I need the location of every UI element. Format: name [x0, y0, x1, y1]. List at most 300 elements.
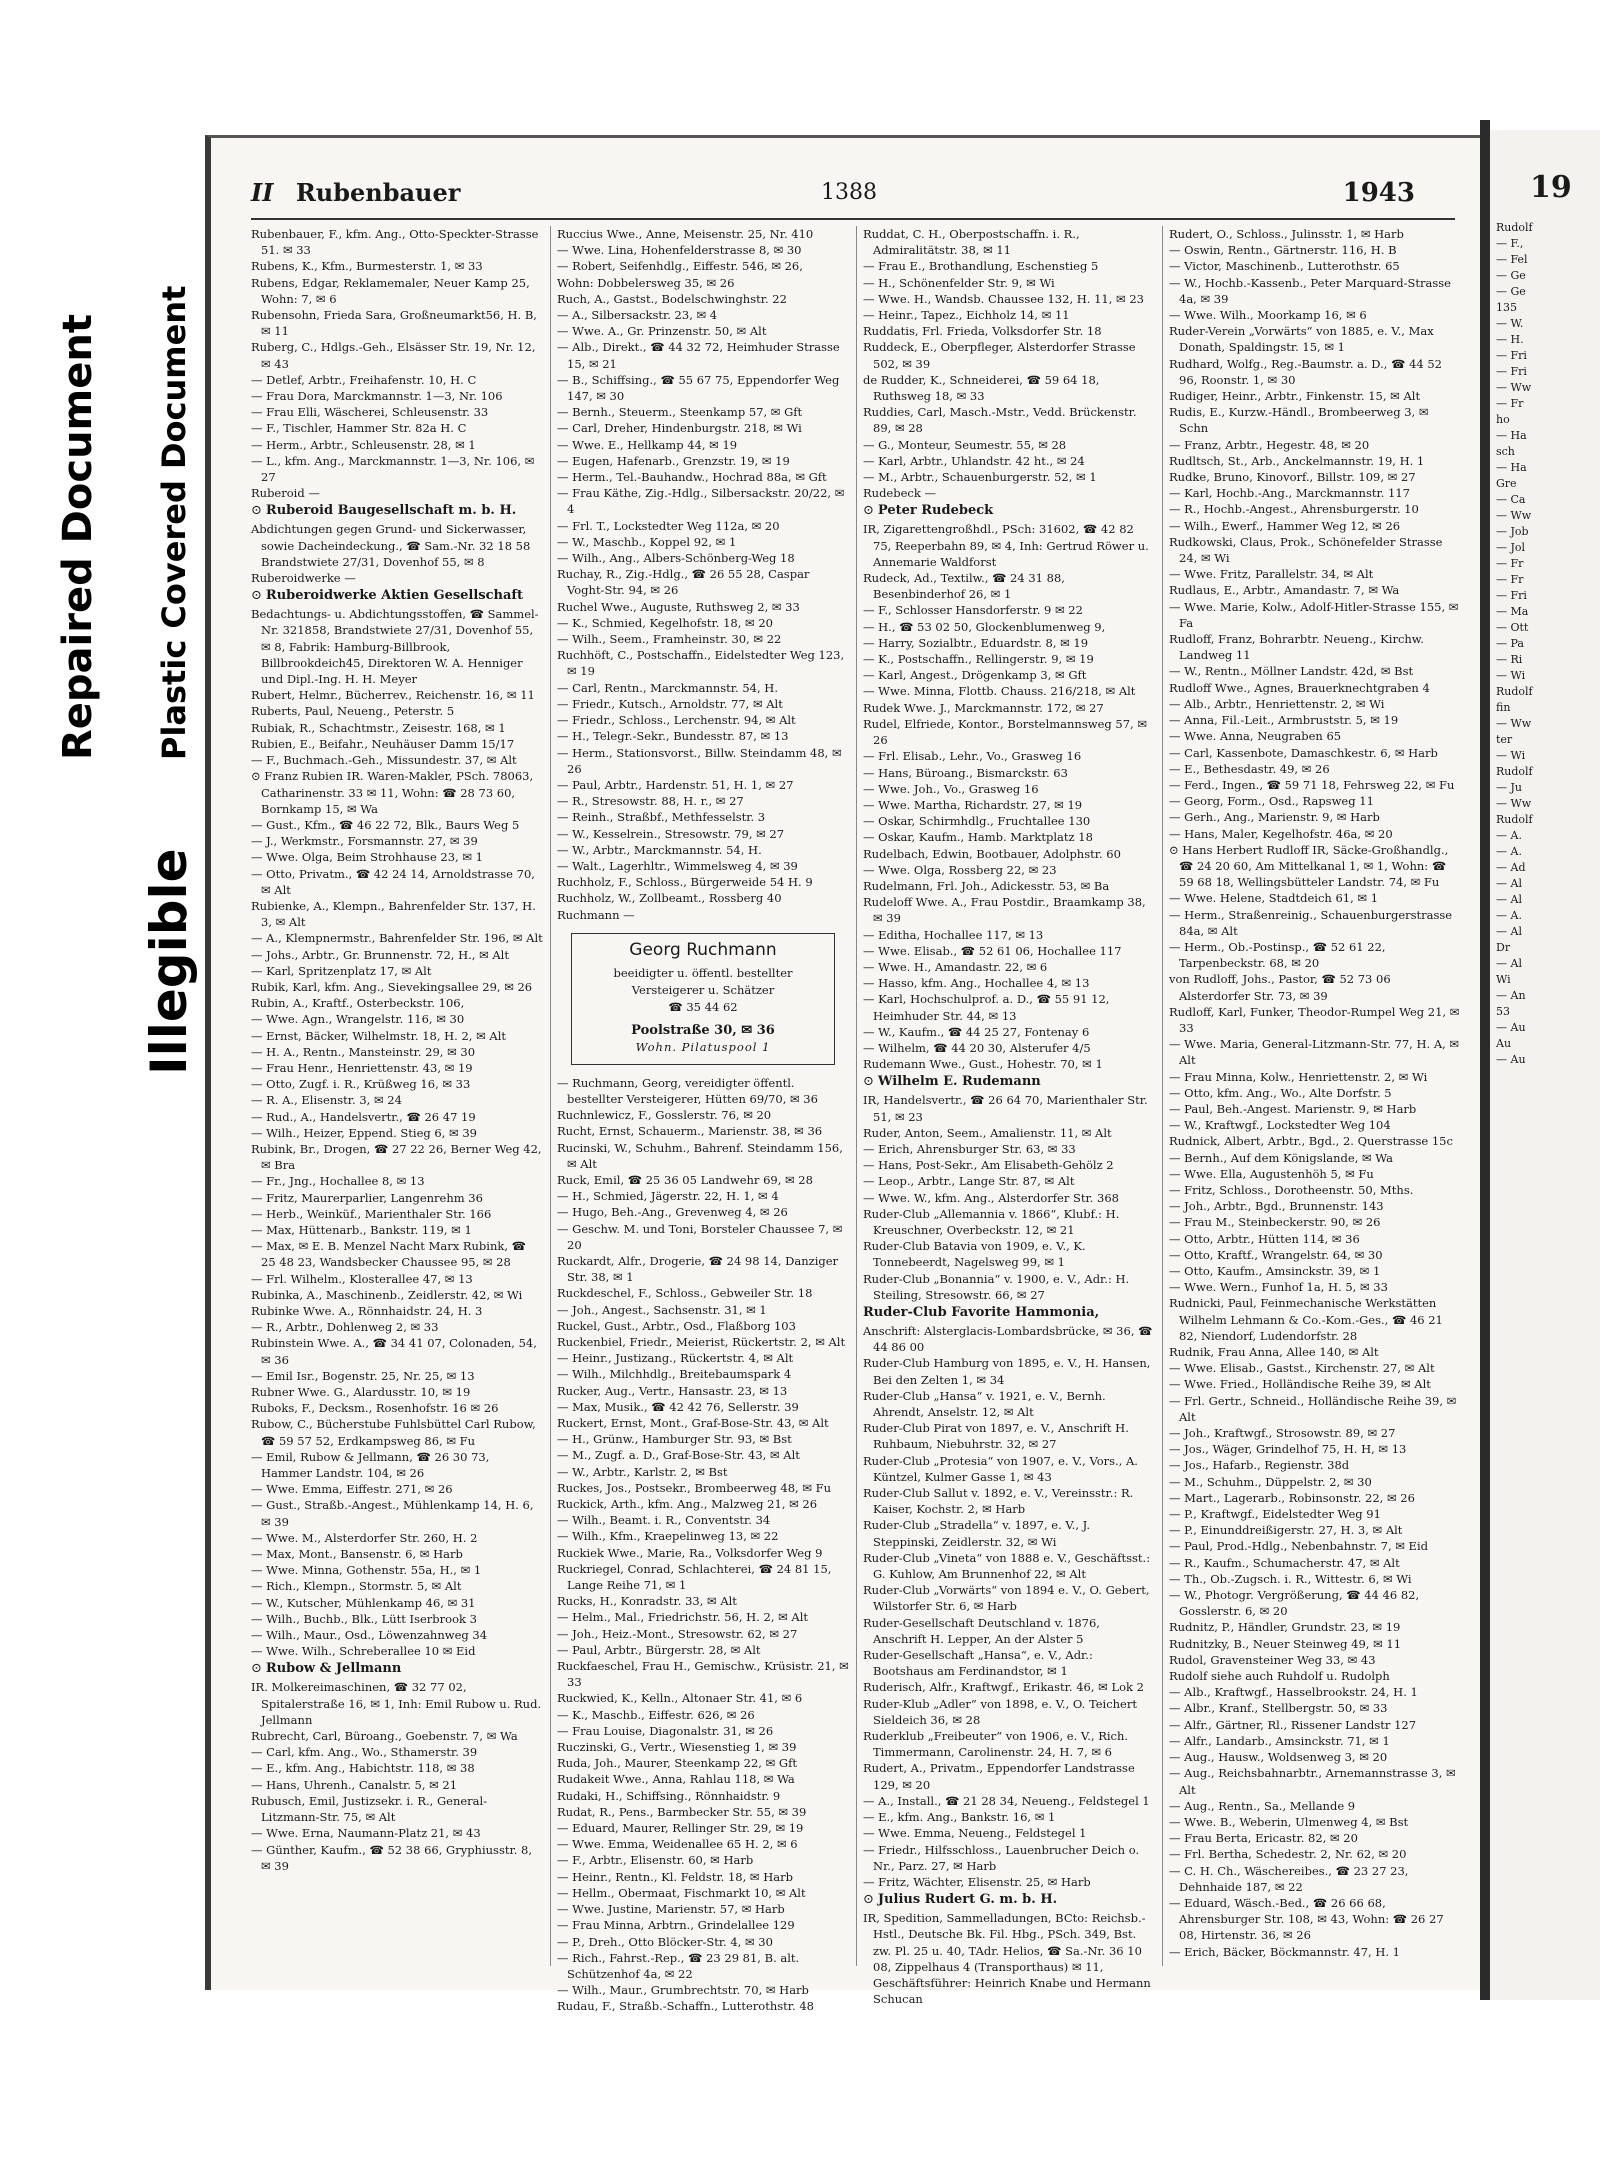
directory-entry: — Wwe. Olga, Rossberg 22, ✉ 23: [863, 862, 1057, 877]
registered-firm-icon: ⊙: [863, 1892, 874, 1908]
next-page-line: — W.: [1496, 317, 1524, 330]
directory-entry: — Wilh., Milchhdlg., Breitebaumspark 4: [557, 1367, 792, 1382]
ad-phone: ☎ 35 44 62: [668, 999, 738, 1014]
directory-entry: — Alb., Arbtr., Henriettenstr. 2, ✉ Wi: [1169, 696, 1385, 711]
next-page-line: Rudolf: [1496, 685, 1533, 698]
directory-entry: — Gerh., Ang., Marienstr. 9, ✉ Harb: [1169, 810, 1380, 825]
header-year: 1943: [1342, 178, 1415, 208]
directory-entry: — A., Silbersackstr. 23, ✉ 4: [557, 308, 718, 323]
directory-entry: — R., Arbtr., Dohlenweg 2, ✉ 33: [251, 1320, 439, 1335]
next-page-line: — F.,: [1496, 237, 1524, 250]
directory-entry: Ruddatis, Frl. Frieda, Volksdorfer Str. 18: [863, 324, 1102, 339]
directory-entry: — Herm., Tel.-Bauhandw., Hochrad 88a, ✉ Gft: [557, 470, 827, 485]
illegible-label: Illegible: [140, 848, 198, 1075]
firm-entry-ruberoidwerke: ⊙ Ruberoidwerke Aktien Gesellschaft: [251, 588, 524, 604]
next-page-line: — Al: [1496, 877, 1522, 890]
directory-entry: — Ernst, Bäcker, Wilhelmstr. 18, H. 2, ✉ Alt: [251, 1028, 506, 1043]
directory-entry: — Friedr., Hilfsschloss., Lauenbrucher Deich o. Nr., Parz. 27, ✉ Harb: [863, 1842, 1140, 1873]
next-page-line: 135: [1496, 301, 1517, 314]
directory-entry: Ruchnlewicz, F., Gosslerstr. 76, ✉ 20: [557, 1108, 772, 1123]
firm-entry-ruberoid-baugesellschaft: ⊙ Ruberoid Baugesellschaft m. b. H.: [251, 503, 517, 519]
directory-entry: Ruccius Wwe., Anne, Meisenstr. 25, Nr. 410: [557, 227, 814, 241]
next-page-line: ho: [1496, 413, 1510, 426]
directory-entry: — E., kfm. Ang., Bankstr. 16, ✉ 1: [863, 1810, 1056, 1825]
directory-entry: — Ruchmann, Georg, vereidigter öffentl. bestellter Versteigerer, Hütten 69/70, ✉ 36: [557, 1075, 818, 1106]
directory-entry: Ruckfaeschel, Frau H., Gemischw., Krüsistr. 21, ✉ 33: [557, 1659, 849, 1690]
directory-entry: Ruder-Club Hamburg von 1895, e. V., H. Hansen, Bei den Zelten 1, ✉ 34: [863, 1356, 1151, 1387]
directory-entry: Rudert, A., Privatm., Eppendorfer Landstrasse 129, ✉ 20: [863, 1761, 1135, 1792]
directory-entry: Rudemann Wwe., Gust., Hohestr. 70, ✉ 1: [863, 1057, 1103, 1072]
directory-entry: — Carl, Kassenbote, Damaschkestr. 6, ✉ Harb: [1169, 745, 1438, 760]
directory-entry: — Rud., A., Handelsvertr., ☎ 26 47 19: [251, 1109, 476, 1124]
directory-entry: Ruckes, Jos., Postsekr., Brombeerweg 48, ✉ Fu: [557, 1480, 832, 1495]
directory-entry: — Wwe. Joh., Vo., Grasweg 16: [863, 781, 1039, 796]
directory-entry: — H., Grünw., Hamburger Str. 93, ✉ Bst: [557, 1432, 792, 1447]
directory-entry: — Detlef, Arbtr., Freihafenstr. 10, H. C: [251, 372, 477, 387]
directory-entry: — Wilh., Kfm., Kraepelinweg 13, ✉ 22: [557, 1529, 779, 1544]
directory-entry: — Wwe. Minna, Flottb. Chauss. 216/218, ✉ Alt: [863, 684, 1136, 699]
directory-entry: — Frl. Wilhelm., Klosterallee 47, ✉ 13: [251, 1271, 473, 1286]
directory-entry: Ruckert, Ernst, Mont., Graf-Bose-Str. 43, ✉ Alt: [557, 1416, 829, 1430]
directory-entry: — Wilh., Buchb., Blk., Lütt Iserbrook 3: [251, 1611, 477, 1626]
directory-entry: Ruder-Club Batavia von 1909, e. V., K. Tonnebeerdt, Nagelsweg 99, ✉ 1: [863, 1239, 1086, 1270]
next-page-line: ter: [1496, 733, 1513, 746]
next-page-line: — Fel: [1496, 253, 1528, 266]
directory-entry: — Frl. Gertr., Schneid., Holländische Reihe 39, ✉ Alt: [1169, 1393, 1457, 1424]
directory-entry: Rudnitz, P., Händler, Grundstr. 23, ✉ 19: [1169, 1620, 1401, 1635]
directory-entry: — W., Kesselrein., Stresowstr. 79, ✉ 27: [557, 826, 785, 841]
directory-entry: — H., Schmied, Jägerstr. 22, H. 1, ✉ 4: [557, 1189, 779, 1204]
directory-entry: — Wwe. Emma, Eiffestr. 271, ✉ 26: [251, 1482, 453, 1497]
directory-entry: — W., Maschb., Koppel 92, ✉ 1: [557, 534, 737, 549]
directory-entry: — A., Klempnermstr., Bahrenfelder Str. 196, ✉ Alt: [251, 931, 543, 946]
directory-entry: Rudelmann, Frl. Joh., Adickesstr. 53, ✉ Ba: [863, 878, 1110, 893]
next-page-line: — Au: [1496, 1053, 1526, 1066]
directory-entry: Rudnik, Frau Anna, Allee 140, ✉ Alt: [1169, 1345, 1379, 1360]
directory-entry: — Frau Käthe, Zig.-Hdlg., Silbersackstr. 20/22, ✉ 4: [557, 486, 845, 517]
directory-entry: — Wilh., Seem., Framheinstr. 30, ✉ 22: [557, 632, 782, 647]
directory-entry: — Oskar, Schirmhdlg., Fruchtallee 130: [863, 814, 1091, 829]
next-page-line: — Ca: [1496, 493, 1526, 506]
directory-entry: — Jos., Wäger, Grindelhof 75, H. H, ✉ 13: [1169, 1442, 1407, 1457]
directory-entry: Ruchmann —: [557, 907, 635, 922]
directory-entry: — Karl, Angest., Drögenkamp 3, ✉ Gft: [863, 668, 1087, 683]
directory-entry: — Eugen, Hafenarb., Grenzstr. 19, ✉ 19: [557, 453, 790, 468]
directory-entry: von Rudloff, Johs., Pastor, ☎ 52 73 06 Alsterdorfer Str. 73, ✉ 39: [1169, 972, 1391, 1003]
directory-entry: — Paul, Arbtr., Bürgerstr. 28, ✉ Alt: [557, 1642, 761, 1657]
directory-entry: Rucinski, W., Schuhm., Bahrenf. Steindamm 156, ✉ Alt: [557, 1140, 843, 1171]
directory-entry: — E., Bethesdastr. 49, ✉ 26: [1169, 761, 1330, 776]
directory-entry: — Rich., Fahrst.-Rep., ☎ 23 29 81, B. alt. Schützenhof 4a, ✉ 22: [557, 1950, 800, 1981]
column-divider: [550, 226, 551, 1966]
ad-wohn: Wohn. Pilatuspool 1: [635, 1039, 771, 1054]
firm-entry-text: Anschrift: Alsterglacis-Lombardsbrücke, ✉ 36, ☎ 44 86 00: [863, 1324, 1153, 1355]
directory-entry: Ruder-Club „Protesia“ von 1907, e. V., Vors., A. Küntzel, Kulmer Gasse 1, ✉ 43: [863, 1453, 1138, 1484]
directory-entry: — W., Arbtr., Marckmannstr. 54, H.: [557, 842, 762, 857]
directory-entry: Ruder-Gesellschaft Deutschland v. 1876, Anschrift H. Lepper, An der Alster 5: [863, 1615, 1100, 1646]
directory-columns: [251, 226, 1461, 2014]
directory-entry: — Oskar, Kaufm., Hamb. Marktplatz 18: [863, 830, 1093, 845]
next-page-line: — Ma: [1496, 605, 1529, 618]
next-page-line: Gre: [1496, 477, 1517, 490]
directory-entry: — Hellm., Obermaat, Fischmarkt 10, ✉ Alt: [557, 1885, 806, 1900]
directory-entry: — Otto, Privatm., ☎ 42 24 14, Arnoldstrasse 70, ✉ Alt: [251, 866, 535, 897]
directory-entry: — Alb., Kraftwgf., Hasselbrookstr. 24, H. 1: [1169, 1685, 1418, 1700]
directory-entry: — Eduard, Wäsch.-Bed., ☎ 26 66 68, Ahrensburger Str. 108, ✉ 43, Wohn: ☎ 26 27 08, Hirtenstr. 36, ✉ 26: [1169, 1895, 1444, 1943]
next-page-line: — A.: [1496, 845, 1522, 858]
next-page-line: — Pa: [1496, 637, 1524, 650]
next-page-line: — Fr: [1496, 573, 1524, 586]
ad-line: Versteigerer u. Schätzer: [631, 982, 775, 997]
directory-entry: — Erich, Ahrensburger Str. 63, ✉ 33: [863, 1141, 1076, 1156]
next-page-line: Rudolf: [1496, 221, 1533, 234]
directory-entry: Ruder-Verein „Vorwärts“ von 1885, e. V., Max Donath, Spaldingstr. 15, ✉ 1: [1169, 324, 1434, 355]
firm-entry-julius-rudert: ⊙ Julius Rudert G. m. b. H.: [863, 1892, 1058, 1908]
directory-entry: — Geschw. M. und Toni, Borsteler Chaussee 7, ✉ 20: [557, 1221, 843, 1252]
directory-entry: — K., Postschaffn., Rellingerstr. 9, ✉ 19: [863, 652, 1094, 667]
directory-entry: Ruckdeschel, F., Schloss., Gebweiler Str. 18: [557, 1286, 813, 1301]
registered-firm-icon: ⊙: [863, 503, 874, 519]
directory-entry: — Karl, Hochschulprof. a. D., ☎ 55 91 12, Heimhuder Str. 44, ✉ 13: [863, 992, 1110, 1023]
directory-entry: Rudek Wwe. J., Marckmannstr. 172, ✉ 27: [863, 700, 1104, 715]
directory-entry: — W., Photogr. Vergrößerung, ☎ 44 46 82, Gosslerstr. 6, ✉ 20: [1169, 1588, 1420, 1619]
directory-entry: Ruberts, Paul, Neueng., Peterstr. 5: [251, 704, 455, 719]
directory-entry: Ruczinski, G., Vertr., Wiesenstieg 1, ✉ 39: [557, 1740, 797, 1755]
directory-entry: — Bernh., Steuerm., Steenkamp 57, ✉ Gft: [557, 405, 803, 420]
directory-entry: Ruchholz, F., Schloss., Bürgerweide 54 H. 9: [557, 875, 813, 890]
page-header: [251, 178, 1455, 218]
directory-entry: — Frl. Elisab., Lehr., Vo., Grasweg 16: [863, 749, 1082, 764]
directory-entry: — P., Dreh., Otto Blöcker-Str. 4, ✉ 30: [557, 1934, 773, 1949]
book-gutter: [1480, 120, 1490, 2000]
next-page-line: — Al: [1496, 893, 1522, 906]
directory-entry: Rubens, K., Kfm., Burmesterstr. 1, ✉ 33: [251, 259, 483, 274]
directory-entry: — Wwe. Marie, Kolw., Adolf-Hitler-Strasse 155, ✉ Fa: [1169, 599, 1459, 630]
next-page-line: — Wi: [1496, 749, 1526, 762]
directory-entry: Rudke, Bruno, Kinovorf., Billstr. 109, ✉ 27: [1169, 470, 1416, 485]
next-page-line: Rudolf: [1496, 813, 1533, 826]
next-page-edge: [1490, 130, 1600, 2000]
directory-entry: — A., Install., ☎ 21 28 34, Neueng., Feldstegel 1: [863, 1793, 1150, 1808]
directory-entry: Rudnitzky, B., Neuer Steinweg 49, ✉ 11: [1169, 1636, 1402, 1651]
directory-entry: Ruder-Club „Hansa“ v. 1921, e. V., Bernh. Ahrendt, Anselstr. 12, ✉ Alt: [863, 1388, 1106, 1420]
directory-entry: Rudel, Elfriede, Kontor., Borstelmannsweg 57, ✉ 26: [863, 716, 1147, 748]
directory-entry: — Wilhelm, ☎ 44 20 30, Alsterufer 4/5: [863, 1040, 1091, 1055]
directory-entry: Rudakeit Wwe., Anna, Rahlau 118, ✉ Wa: [557, 1772, 795, 1787]
directory-entry: — Wwe. W., kfm. Ang., Alsterdorfer Str. 368: [863, 1190, 1119, 1205]
directory-entry: Rubinka, A., Maschinenb., Zeidlerstr. 42, ✉ Wi: [251, 1287, 523, 1302]
directory-entry: Rubow, C., Bücherstube Fuhlsbüttel Carl Rubow, ☎ 59 57 52, Erdkampsweg 86, ✉ Fu: [251, 1417, 536, 1448]
next-page-line: — An: [1496, 989, 1526, 1002]
directory-entry: Ruder-Club „Vineta“ von 1888 e. V., Geschäftsst.: G. Kuhlow, Am Brunnenhof 22, ✉ Alt: [863, 1550, 1151, 1582]
firm-entry-peter-rudebeck: ⊙ Peter Rudebeck: [863, 503, 994, 519]
directory-entry: — Otto, Kaufm., Amsinckstr. 39, ✉ 1: [1169, 1264, 1381, 1278]
next-page-line: — Fri: [1496, 365, 1527, 378]
next-page-line: Dr: [1496, 941, 1511, 954]
directory-entry: Rubenbauer, F., kfm. Ang., Otto-Speckter-Strasse 51. ✉ 33: [251, 227, 539, 258]
directory-entry: — H., Schönenfelder Str. 9, ✉ Wi: [863, 275, 1055, 290]
directory-entry: Rubinke Wwe. A., Rönnhaidstr. 24, H. 3: [251, 1304, 483, 1318]
directory-entry: Ruchay, R., Zig.-Hdlg., ☎ 26 55 28, Caspar Voght-Str. 94, ✉ 26: [557, 567, 810, 598]
next-page-line: — Au: [1496, 1021, 1526, 1034]
directory-entry: — Wwe. Fried., Holländische Reihe 39, ✉ Alt: [1169, 1377, 1431, 1392]
directory-entry: Rubusch, Emil, Justizsekr. i. R., General-Litzmann-Str. 75, ✉ Alt: [251, 1793, 488, 1825]
directory-entry: Rubrecht, Carl, Büroang., Goebenstr. 7, ✉ Wa: [251, 1729, 518, 1744]
header-rule: [251, 218, 1455, 220]
directory-entry: Ruberg, C., Hdlgs.-Geh., Elsässer Str. 19, Nr. 12, ✉ 43: [251, 340, 536, 371]
firm-entry-text: IR. Molkereimaschinen, ☎ 32 77 02, Spitalerstraße 16, ✉ 1, Inh: Emil Rubow u. Rud. Jellmann: [251, 1680, 542, 1727]
directory-entry: — Carl, kfm. Ang., Wo., Sthamerstr. 39: [251, 1745, 478, 1760]
directory-entry: — Frau E., Brothandlung, Eschenstieg 5: [863, 259, 1099, 274]
directory-column-1: [251, 226, 543, 1966]
next-page-line: — Jol: [1496, 541, 1526, 554]
directory-entry: Ruder-Club „Bonannia“ v. 1900, e. V., Adr.: H. Steiling, Stresowstr. 66, ✉ 27: [863, 1271, 1130, 1302]
firm-entry-text: Abdichtungen gegen Grund- und Sickerwasser, sowie Dacheindeckung., ☎ Sam.-Nr. 32 18 58 Brandstwiete 27/31, Dovenhof 55, ✉ 8: [251, 522, 531, 569]
next-page-fragments: [1496, 220, 1606, 1068]
directory-entry: Ruder-Club Sallut v. 1892, e. V., Vereinsstr.: R. Kaiser, Kochstr. 2, ✉ Harb: [863, 1486, 1134, 1517]
directory-entry: Ruch, A., Gastst., Bodelschwinghstr. 22: [557, 291, 787, 306]
directory-entry: — Franz, Arbtr., Hegestr. 48, ✉ 20: [1169, 437, 1370, 452]
directory-entry: — Frau Berta, Ericastr. 82, ✉ 20: [1169, 1831, 1358, 1846]
directory-entry: — G., Monteur, Seumestr. 55, ✉ 28: [863, 437, 1067, 452]
directory-entry: Rudert, O., Schloss., Julinsstr. 1, ✉ Harb: [1169, 227, 1404, 241]
directory-entry: — W., Rentn., Möllner Landstr. 42d, ✉ Bst: [1169, 664, 1414, 679]
next-page-line: — Ha: [1496, 461, 1527, 474]
directory-entry: — Wwe. Maria, General-Litzmann-Str. 77, H. A, ✉ Alt: [1169, 1037, 1460, 1068]
directory-entry: — Karl, Hochb.-Ang., Marckmannstr. 117: [1169, 486, 1410, 501]
directory-entry: Rudlaus, E., Arbtr., Amandastr. 7, ✉ Wa: [1169, 583, 1400, 598]
next-page-line: Wi: [1496, 973, 1511, 986]
directory-entry: — Hugo, Beh.-Ang., Grevenweg 4, ✉ 26: [557, 1205, 788, 1220]
directory-entry: — Fr., Jng., Hochallee 8, ✉ 13: [251, 1174, 425, 1189]
directory-entry: — Paul, Arbtr., Hardenstr. 51, H. 1, ✉ 27: [557, 777, 794, 792]
firm-entry-rubow-jellmann: ⊙ Rubow & Jellmann: [251, 1661, 402, 1677]
directory-entry: Rudnicki, Paul, Feinmechanische Werkstätten Wilhelm Lehmann & Co.-Kom.-Ges., ☎ 46 21 82, Niendorf, Ludendorfstr. 28: [1169, 1296, 1443, 1343]
directory-entry: Ruckardt, Alfr., Drogerie, ☎ 24 98 14, Danziger Str. 38, ✉ 1: [557, 1253, 839, 1285]
directory-entry: Rubin, A., Kraftf., Osterbeckstr. 106,: [251, 996, 465, 1011]
directory-entry: Rudeloff Wwe. A., Frau Postdir., Braamkamp 38, ✉ 39: [863, 895, 1146, 926]
next-page-line: Rudolf: [1496, 765, 1533, 778]
directory-entry: — Otto, Arbtr., Hütten 114, ✉ 36: [1169, 1231, 1360, 1246]
directory-entry: — M., Schuhm., Düppelstr. 2, ✉ 30: [1169, 1474, 1372, 1489]
directory-entry: Ruda, Joh., Maurer, Steenkamp 22, ✉ Gft: [557, 1756, 797, 1771]
directory-entry: — W., Kraftwgf., Lockstedter Weg 104: [1169, 1118, 1391, 1133]
directory-entry: — Wilh., Maur., Osd., Löwenzahnweg 34: [251, 1628, 488, 1643]
directory-entry: — Wwe. Elisab., Gastst., Kirchenstr. 27, ✉ Alt: [1169, 1361, 1435, 1376]
directory-entry: — Alfr., Gärtner, Rl., Rissener Landstr 127: [1169, 1717, 1417, 1732]
directory-entry: — Wwe. Fritz, Parallelstr. 34, ✉ Alt: [1169, 567, 1374, 582]
firm-entry-ruder-club-favorite-hammonia: Ruder-Club Favorite Hammonia,: [863, 1305, 1100, 1320]
directory-entry: Rudloff Wwe., Agnes, Brauerknechtgraben 4: [1169, 680, 1430, 695]
directory-entry: Rubner Wwe. G., Alardusstr. 10, ✉ 19: [251, 1385, 471, 1400]
directory-entry: — Frl. Bertha, Schedestr. 2, Nr. 62, ✉ 20: [1169, 1847, 1407, 1862]
directory-entry: — Wilh., Ang., Albers-Schönberg-Weg 18: [557, 551, 795, 566]
volume-number: II: [251, 178, 274, 207]
directory-entry: — Georg, Form., Osd., Rapsweg 11: [1169, 794, 1374, 809]
directory-entry: — L., kfm. Ang., Marckmannstr. 1—3, Nr. 106, ✉ 27: [251, 453, 535, 485]
directory-entry: — W., Arbtr., Karlstr. 2, ✉ Bst: [557, 1464, 728, 1479]
directory-entry: — Harry, Sozialbtr., Eduardstr. 8, ✉ 19: [863, 635, 1089, 650]
directory-entry: Rudelbach, Edwin, Bootbauer, Adolphstr. 60: [863, 846, 1121, 861]
directory-entry: — Herm., Ob.-Postinsp., ☎ 52 61 22, Tarpenbeckstr. 68, ✉ 20: [1169, 939, 1386, 971]
directory-entry: — K., Schmied, Kegelhofstr. 18, ✉ 20: [557, 615, 773, 630]
directory-entry: Wohn: Dobbelersweg 35, ✉ 26: [557, 275, 735, 290]
directory-entry: — Joh., Arbtr., Bgd., Brunnenstr. 143: [1169, 1199, 1384, 1214]
directory-entry: — E., kfm. Ang., Habichtstr. 118, ✉ 38: [251, 1761, 475, 1776]
directory-entry: — H., ☎ 53 02 50, Glockenblumenweg 9,: [863, 619, 1106, 634]
directory-entry: — Karl, Arbtr., Uhlandstr. 42 ht., ✉ 24: [863, 453, 1085, 468]
directory-entry: — Wwe. Ella, Augustenhöh 5, ✉ Fu: [1169, 1166, 1374, 1181]
directory-entry: — Fritz, Maurerparlier, Langenrehm 36: [251, 1190, 483, 1205]
next-page-line: fin: [1496, 701, 1511, 714]
registered-firm-icon: ⊙: [251, 588, 262, 604]
directory-entry: — Wwe. Erna, Naumann-Platz 21, ✉ 43: [251, 1826, 481, 1841]
directory-entry: — Karl, Spritzenplatz 17, ✉ Alt: [251, 963, 432, 978]
directory-entry: — Bernh., Auf dem Königslande, ✉ Wa: [1169, 1150, 1393, 1165]
next-page-line: — Ott: [1496, 621, 1529, 634]
directory-entry: — Gust., Kfm., ☎ 46 22 72, Blk., Baurs Weg 5: [251, 817, 520, 832]
next-page-number: 19: [1530, 170, 1572, 205]
directory-entry: — Herm., Arbtr., Schleusenstr. 28, ✉ 1: [251, 437, 476, 452]
directory-entry: — Aug., Reichsbahnarbtr., Arnemannstrasse 3, ✉ Alt: [1169, 1766, 1456, 1797]
directory-entry: — Victor, Maschinenb., Lutterothstr. 65: [1169, 259, 1400, 274]
directory-entry: — Hans, Post-Sekr., Am Elisabeth-Gehölz 2: [863, 1158, 1114, 1173]
ad-name: Georg Ruchmann: [629, 939, 777, 960]
directory-entry: — Aug., Hausw., Woldsenweg 3, ✉ 20: [1169, 1750, 1388, 1765]
advertisement-box: [571, 933, 835, 1065]
directory-entry: Rubien, E., Beifahr., Neuhäuser Damm 15/17: [251, 736, 515, 751]
firm-entry-text: Bedachtungs- u. Abdichtungsstoffen, ☎ Sammel-Nr. 321858, Brandstwiete 27/31, Dovenhof 55, ✉ 8, Fabrik: Hamburg-Billbrook, Billbrookdeich45, Direktoren W. A. Henniger und Dipl.-Ing. H. H. Meyer: [251, 607, 539, 687]
directory-entry: ⊙ Franz Rubien IR. Waren-Makler, PSch. 78063, Catharinenstr. 33 ✉ 11, Wohn: ☎ 28 73 60, Bornkamp 15, ✉ Wa: [251, 769, 534, 816]
directory-entry: — Oswin, Rentn., Gärtnerstr. 116, H. B: [1169, 243, 1397, 258]
next-page-line: — Ww: [1496, 797, 1532, 810]
next-page-line: — A.: [1496, 829, 1522, 842]
next-page-line: — Fr: [1496, 397, 1524, 410]
directory-entry: — Joh., Heiz.-Mont., Stresowstr. 62, ✉ 27: [557, 1626, 798, 1641]
directory-entry: — W., Kaufm., ☎ 44 25 27, Fontenay 6: [863, 1024, 1090, 1039]
directory-entry: — Wwe. H., Wandsb. Chaussee 132, H. 11, ✉ 23: [863, 291, 1144, 306]
directory-entry: — Frau Minna, Kolw., Henriettenstr. 2, ✉ Wi: [1169, 1069, 1428, 1084]
directory-entry: Rubienke, A., Klempn., Bahrenfelder Str. 137, H. 3, ✉ Alt: [251, 898, 536, 930]
directory-page: [205, 135, 1485, 2014]
directory-entry: — Wwe. Wilh., Schreberallee 10 ✉ Eid: [251, 1644, 476, 1659]
directory-entry: — C. H. Ch., Wäschereibes., ☎ 23 27 23, Dehnhaide 187, ✉ 22: [1169, 1863, 1409, 1894]
directory-entry: — Frau Minna, Arbtrn., Grindelallee 129: [557, 1918, 795, 1933]
directory-entry: — Hans, Büroang., Bismarckstr. 63: [863, 765, 1068, 780]
directory-entry: — Anna, Fil.-Leit., Armbruststr. 5, ✉ 19: [1169, 713, 1399, 728]
directory-entry: — Wwe. Helene, Stadtdeich 61, ✉ 1: [1169, 891, 1379, 906]
directory-entry: — Wwe. B., Weberin, Ulmenweg 4, ✉ Bst: [1169, 1814, 1409, 1829]
directory-entry: Rudkowski, Claus, Prok., Schönefelder Strasse 24, ✉ Wi: [1169, 534, 1443, 566]
directory-entry: — Gust., Straßb.-Angest., Mühlenkamp 14, H. 6, ✉ 39: [251, 1498, 534, 1529]
next-page-line: sch: [1496, 445, 1515, 458]
directory-entry: Rudaki, H., Schiffsing., Rönnhaidstr. 9: [557, 1788, 781, 1803]
directory-entry: — Frau Elli, Wäscherei, Schleusenstr. 33: [251, 405, 489, 420]
directory-entry: — Albr., Kranf., Stellbergstr. 50, ✉ 33: [1169, 1701, 1388, 1716]
directory-entry: — Günther, Kaufm., ☎ 52 38 66, Gryphiusstr. 8, ✉ 39: [251, 1842, 532, 1873]
directory-entry: — Wilh., Maur., Grumbrechtstr. 70, ✉ Harb: [557, 1983, 809, 1998]
directory-entry: — F., Buchmach.-Geh., Missundestr. 37, ✉ Alt: [251, 753, 517, 768]
directory-entry: — Friedr., Kutsch., Arnoldstr. 77, ✉ Alt: [557, 696, 783, 711]
directory-entry: Rudhard, Wolfg., Reg.-Baumstr. a. D., ☎ 44 52 96, Roonstr. 1, ✉ 30: [1169, 356, 1442, 387]
firm-entry-text: IR, Handelsvertr., ☎ 26 64 70, Marienthaler Str. 51, ✉ 23: [863, 1093, 1148, 1124]
directory-entry: — Carl, Rentn., Marckmannstr. 54, H.: [557, 680, 778, 695]
directory-entry: Ruderisch, Alfr., Kraftwgf., Erikastr. 46, ✉ Lok 2: [863, 1680, 1144, 1695]
firm-entry-text: IR, Zigarettengroßhdl., PSch: 31602, ☎ 42 82 75, Reeperbahn 89, ✉ 4, Inh: Gertrud Röwer u. Annemarie Waldforst: [863, 522, 1149, 569]
directory-entry: — Herm., Stationsvorst., Billw. Steindamm 48, ✉ 26: [557, 745, 842, 776]
directory-entry: Ruddat, C. H., Oberpostschaffn. i. R., Admiralitätstr. 38, ✉ 11: [863, 227, 1080, 258]
firm-entry-wilhelm-rudemann: ⊙ Wilhelm E. Rudemann: [863, 1074, 1041, 1090]
directory-entry: — Wwe. Emma, Neueng., Feldstegel 1: [863, 1826, 1087, 1841]
directory-entry: Rudat, R., Pens., Barmbecker Str. 55, ✉ 39: [557, 1804, 807, 1819]
directory-entry: Ruckwied, K., Kelln., Altonaer Str. 41, ✉ 6: [557, 1691, 803, 1706]
directory-entry: — Alfr., Landarb., Amsinckstr. 71, ✉ 1: [1169, 1733, 1390, 1748]
directory-entry: Ruckick, Arth., kfm. Ang., Malzweg 21, ✉ 26: [557, 1497, 818, 1512]
directory-entry: — Wwe. Olga, Beim Strohhause 23, ✉ 1: [251, 850, 483, 865]
directory-entry: — Wilh., Beamt. i. R., Conventstr. 34: [557, 1513, 771, 1528]
directory-entry: Ruder-Club „Allemannia v. 1866“, Klubf.: H. Kreuschner, Overbeckstr. 12, ✉ 21: [863, 1206, 1120, 1237]
directory-entry: — Paul, Prod.-Hdlg., Nebenbahnstr. 7, ✉ Eid: [1169, 1539, 1428, 1554]
directory-column-4: [1169, 226, 1461, 1966]
directory-entry: — P., Einunddreißigerstr. 27, H. 3, ✉ Alt: [1169, 1523, 1403, 1538]
column-divider: [856, 226, 857, 1966]
directory-entry: — Wwe. Wern., Funhof 1a, H. 5, ✉ 33: [1169, 1280, 1388, 1295]
directory-entry: Rucht, Ernst, Schauerm., Marienstr. 38, ✉ 36: [557, 1124, 823, 1139]
directory-entry: — Herm., Straßenreinig., Schauenburgerstrasse 84a, ✉ Alt: [1169, 907, 1453, 938]
directory-entry: — F., Schlosser Hansdorferstr. 9 ✉ 22: [863, 603, 1083, 618]
directory-entry: Ruboks, F., Decksm., Rosenhofstr. 16 ✉ 26: [251, 1401, 499, 1416]
directory-entry: — Fritz, Schloss., Dorotheenstr. 50, Mths.: [1169, 1182, 1414, 1197]
next-page-line: — Al: [1496, 957, 1522, 970]
directory-entry: — Max, Musik., ☎ 42 42 76, Sellerstr. 39: [557, 1399, 799, 1414]
next-page-line: — Ri: [1496, 653, 1523, 666]
directory-entry: — Frau Louise, Diagonalstr. 31, ✉ 26: [557, 1723, 774, 1738]
directory-entry: — B., Schiffsing., ☎ 55 67 75, Eppendorfer Weg 147, ✉ 30: [557, 372, 840, 404]
directory-entry: — Helm., Mal., Friedrichstr. 56, H. 2, ✉ Alt: [557, 1610, 809, 1625]
directory-entry: — Mart., Lagerarb., Robinsonstr. 22, ✉ 26: [1169, 1490, 1415, 1505]
directory-entry: — Th., Ob.-Zugsch. i. R., Wittestr. 6, ✉ Wi: [1169, 1571, 1412, 1586]
directory-entry: Rucker, Aug., Vertr., Hansastr. 23, ✉ 13: [557, 1383, 788, 1398]
directory-entry: Ruder-Gesellschaft „Hansa“, e. V., Adr.: Bootshaus am Ferdinandstor, ✉ 1: [863, 1648, 1093, 1679]
page-number: 1388: [821, 180, 877, 205]
next-page-line: — Ge: [1496, 269, 1526, 282]
directory-entry: — Wwe. M., Alsterdorfer Str. 260, H. 2: [251, 1530, 478, 1545]
directory-entry: — Otto, kfm. Ang., Wo., Alte Dorfstr. 5: [1169, 1085, 1392, 1100]
directory-entry: — M., Zugf. a. D., Graf-Bose-Str. 43, ✉ Alt: [557, 1448, 800, 1463]
directory-entry: — Heinr., Justizang., Rückertstr. 4, ✉ Alt: [557, 1351, 794, 1366]
directory-entry: Ruck, Emil, ☎ 25 36 05 Landwehr 69, ✉ 28: [557, 1172, 813, 1187]
firm-entry-text: IR, Spedition, Sammelladungen, BCto: Reichsb.-Hstl., Deutsche Bk. Fil. Hbg., PSch. 349, Bst. zw. Pl. 25 u. 40, TAdr. Helios, ☎ Sa.-Nr. 36 10 08, Zippelhaus 4 (Transporthaus) ✉ 11, Geschäftsführer: Heinrich Knabe und Hermann Schucan: [863, 1911, 1151, 2007]
next-page-line: — Ju: [1496, 781, 1522, 794]
directory-entry: Ruder-Club „Stradella“ v. 1897, e. V., J. Steppinski, Zeidlerstr. 32, ✉ Wi: [863, 1518, 1091, 1549]
directory-entry: — Frau M., Steinbeckerstr. 90, ✉ 26: [1169, 1215, 1381, 1230]
directory-entry: — Eduard, Maurer, Rellinger Str. 29, ✉ 19: [557, 1821, 804, 1836]
directory-entry: — Leop., Arbtr., Lange Str. 87, ✉ Alt: [863, 1174, 1075, 1189]
directory-entry: — Carl, Dreher, Hindenburgstr. 218, ✉ Wi: [557, 421, 802, 436]
directory-entry: Ruckiek Wwe., Marie, Ra., Volksdorfer Weg 9: [557, 1545, 823, 1560]
directory-entry: — Hasso, kfm. Ang., Hochallee 4, ✉ 13: [863, 976, 1090, 991]
directory-entry: Ruder-Club „Vorwärts“ von 1894 e. V., O. Gebert, Wilstorfer Str. 6, ✉ Harb: [863, 1583, 1150, 1614]
directory-entry: — R., Hochb.-Angest., Ahrensburgerstr. 10: [1169, 502, 1419, 517]
directory-entry: Rudiger, Heinr., Arbtr., Finkenstr. 15, ✉ Alt: [1169, 389, 1421, 404]
header-keyword: Rubenbauer: [295, 178, 461, 207]
directory-entry: Rubert, Helmr., Bücherrev., Reichenstr. 16, ✉ 11: [251, 688, 535, 703]
directory-entry: — Wwe. A., Gr. Prinzenstr. 50, ✉ Alt: [557, 324, 767, 339]
directory-entry: — H., Telegr.-Sekr., Bundesstr. 87, ✉ 13: [557, 729, 789, 744]
directory-entry: — Frau Dora, Marckmannstr. 1—3, Nr. 106: [251, 389, 503, 404]
directory-entry: Rudloff, Karl, Funker, Theodor-Rumpel Weg 21, ✉ 33: [1169, 1004, 1460, 1035]
directory-entry: — Max, ✉ E. B. Menzel Nacht Marx Rubink, ☎ 25 48 23, Wandsbecker Chaussee 95, ✉ 28: [251, 1239, 526, 1270]
